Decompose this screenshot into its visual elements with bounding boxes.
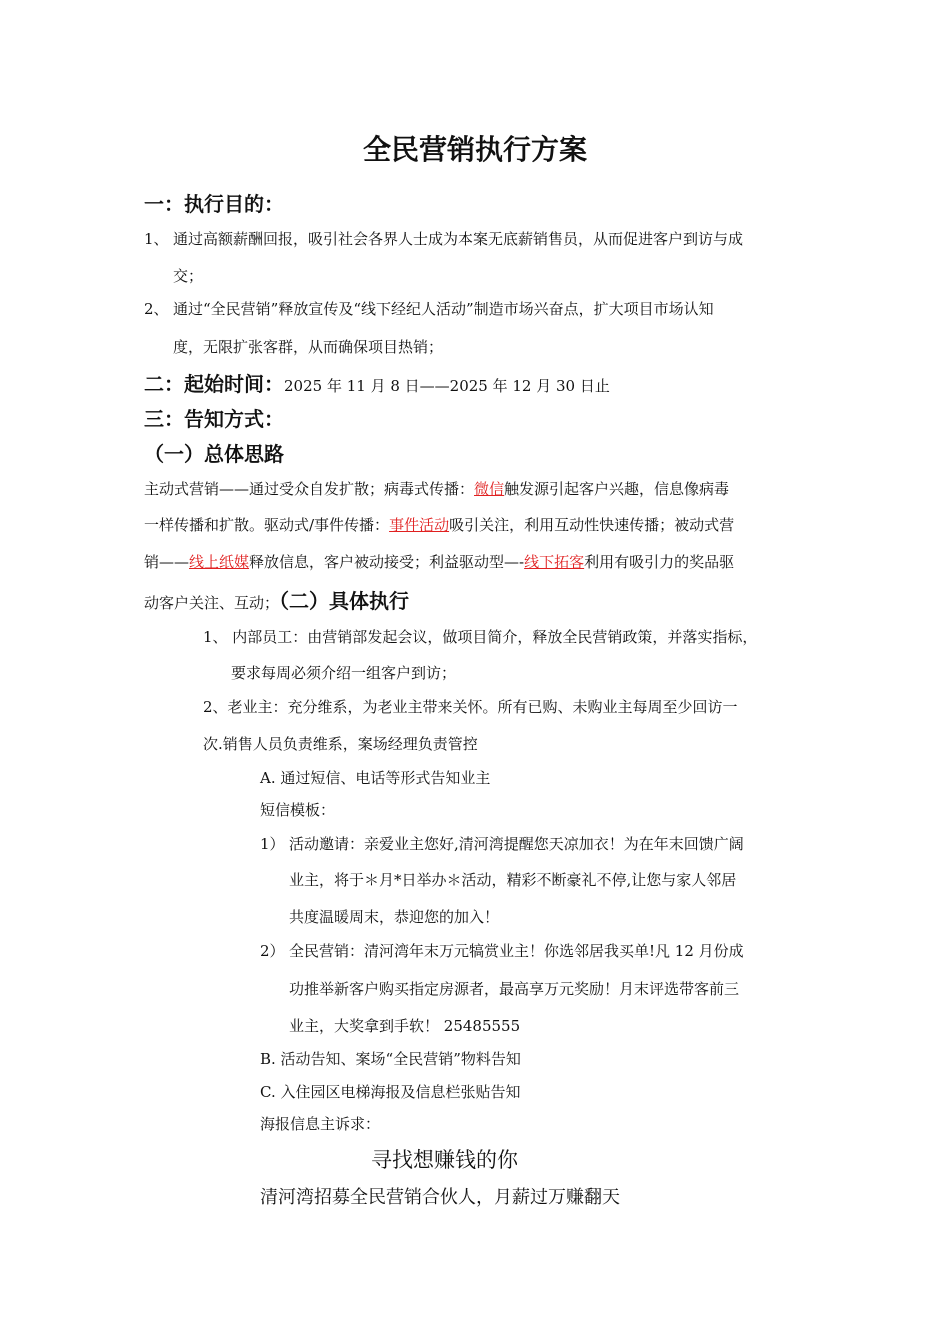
start-time-value: 2025 年 11 月 8 日——2025 年 12 月 30 日止 [284, 377, 610, 395]
offline-expansion-highlight: 线下拓客 [524, 553, 585, 571]
sec1-item1-number: 1、 [144, 230, 169, 248]
document-title: 全民营销执行方案 [362, 133, 587, 166]
sms1-line3: 共度温暖周末，恭迎您的加入！ [289, 908, 500, 926]
sec1-item1-line1: 通过高额薪酬回报，吸引社会各界人士成为本案无底薪销售员，从而促进客户到访与成 [173, 230, 744, 248]
exec-item2-line1: 2、老业主：充分维系，为老业主带来关怀。所有已购、未购业主每周至少回访一 [203, 698, 738, 716]
poster-label: 海报信息主诉求： [260, 1115, 381, 1133]
overview-line-3: 销——线上纸媒释放信息，客户被动接受；利益驱动型—-线下拓客利用有吸引力的奖品驱 [144, 553, 735, 571]
poster-slogan: 清河湾招募全民营销合伙人，月薪过万赚翻天 [260, 1187, 620, 1208]
method-b: B. 活动告知、案场“全民营销”物料告知 [260, 1050, 521, 1068]
sec1-item2-line2: 度，无限扩张客群，从而确保项目热销； [173, 338, 444, 356]
sec1-item2-line1: 通过“全民营销”释放宣传及“线下经纪人活动”制造市场兴奋点，扩大项目市场认知 [173, 300, 714, 318]
sms2-number: 2） [260, 942, 285, 960]
sms2-line3: 业主，大奖拿到手软！ 25485555 [289, 1017, 521, 1035]
overview-line-4: 动客户关注、互动；（二）具体执行 [144, 589, 410, 613]
section-2-heading: 二：起始时间： [144, 372, 284, 396]
wechat-highlight: 微信 [474, 480, 505, 498]
exec-item1-line2: 要求每周必须介绍一组客户到访； [231, 664, 457, 682]
sms1-line1: 活动邀请：亲爱业主您好,清河湾提醒您天凉加衣！为在年末回馈广阔 [289, 835, 744, 853]
online-print-highlight: 线上纸媒 [189, 553, 250, 571]
method-c: C. 入住园区电梯海报及信息栏张贴告知 [260, 1083, 521, 1101]
sms1-line2: 业主，将于＊月*日举办＊活动，精彩不断豪礼不停,让您与家人邻居 [289, 871, 737, 889]
exec-item2-line2: 次.销售人员负责维系，案场经理负责管控 [203, 735, 478, 753]
section-3-heading: 三：告知方式： [144, 407, 284, 431]
exec-item1-line1: 1、 内部员工：由营销部发起会议，做项目简介，释放全民营销政策，并落实指标， [203, 628, 758, 646]
sms2-line2: 功推举新客户购买指定房源者，最高享万元奖励！月末评选带客前三 [289, 980, 740, 998]
section-2-row [144, 368, 610, 397]
sec1-item2-number: 2、 [144, 300, 169, 318]
sms2-line1: 全民营销：清河湾年末万元犒赏业主！你选邻居我买单!凡 12 月份成 [289, 942, 744, 960]
sms1-number: 1） [260, 835, 285, 853]
section-1-heading: 一：执行目的： [144, 192, 284, 216]
overview-line-1: 主动式营销——通过受众自发扩散；病毒式传播：微信触发源引起客户兴趣，信息像病毒 [144, 480, 730, 498]
event-activity-highlight: 事件活动 [389, 516, 450, 534]
overview-line-2: 一样传播和扩散。驱动式/事件传播：事件活动吸引关注，利用互动性快速传播；被动式营 [144, 516, 735, 534]
method-a: A. 通过短信、电话等形式告知业主 [260, 769, 491, 787]
subsection-2-heading: （二）具体执行 [279, 589, 410, 613]
sms-template-label: 短信模板： [260, 801, 336, 819]
subsection-1-heading: （一）总体思路 [144, 442, 284, 466]
sec1-item1-line2: 交； [173, 267, 204, 285]
poster-title: 寻找想赚钱的你 [371, 1148, 518, 1172]
